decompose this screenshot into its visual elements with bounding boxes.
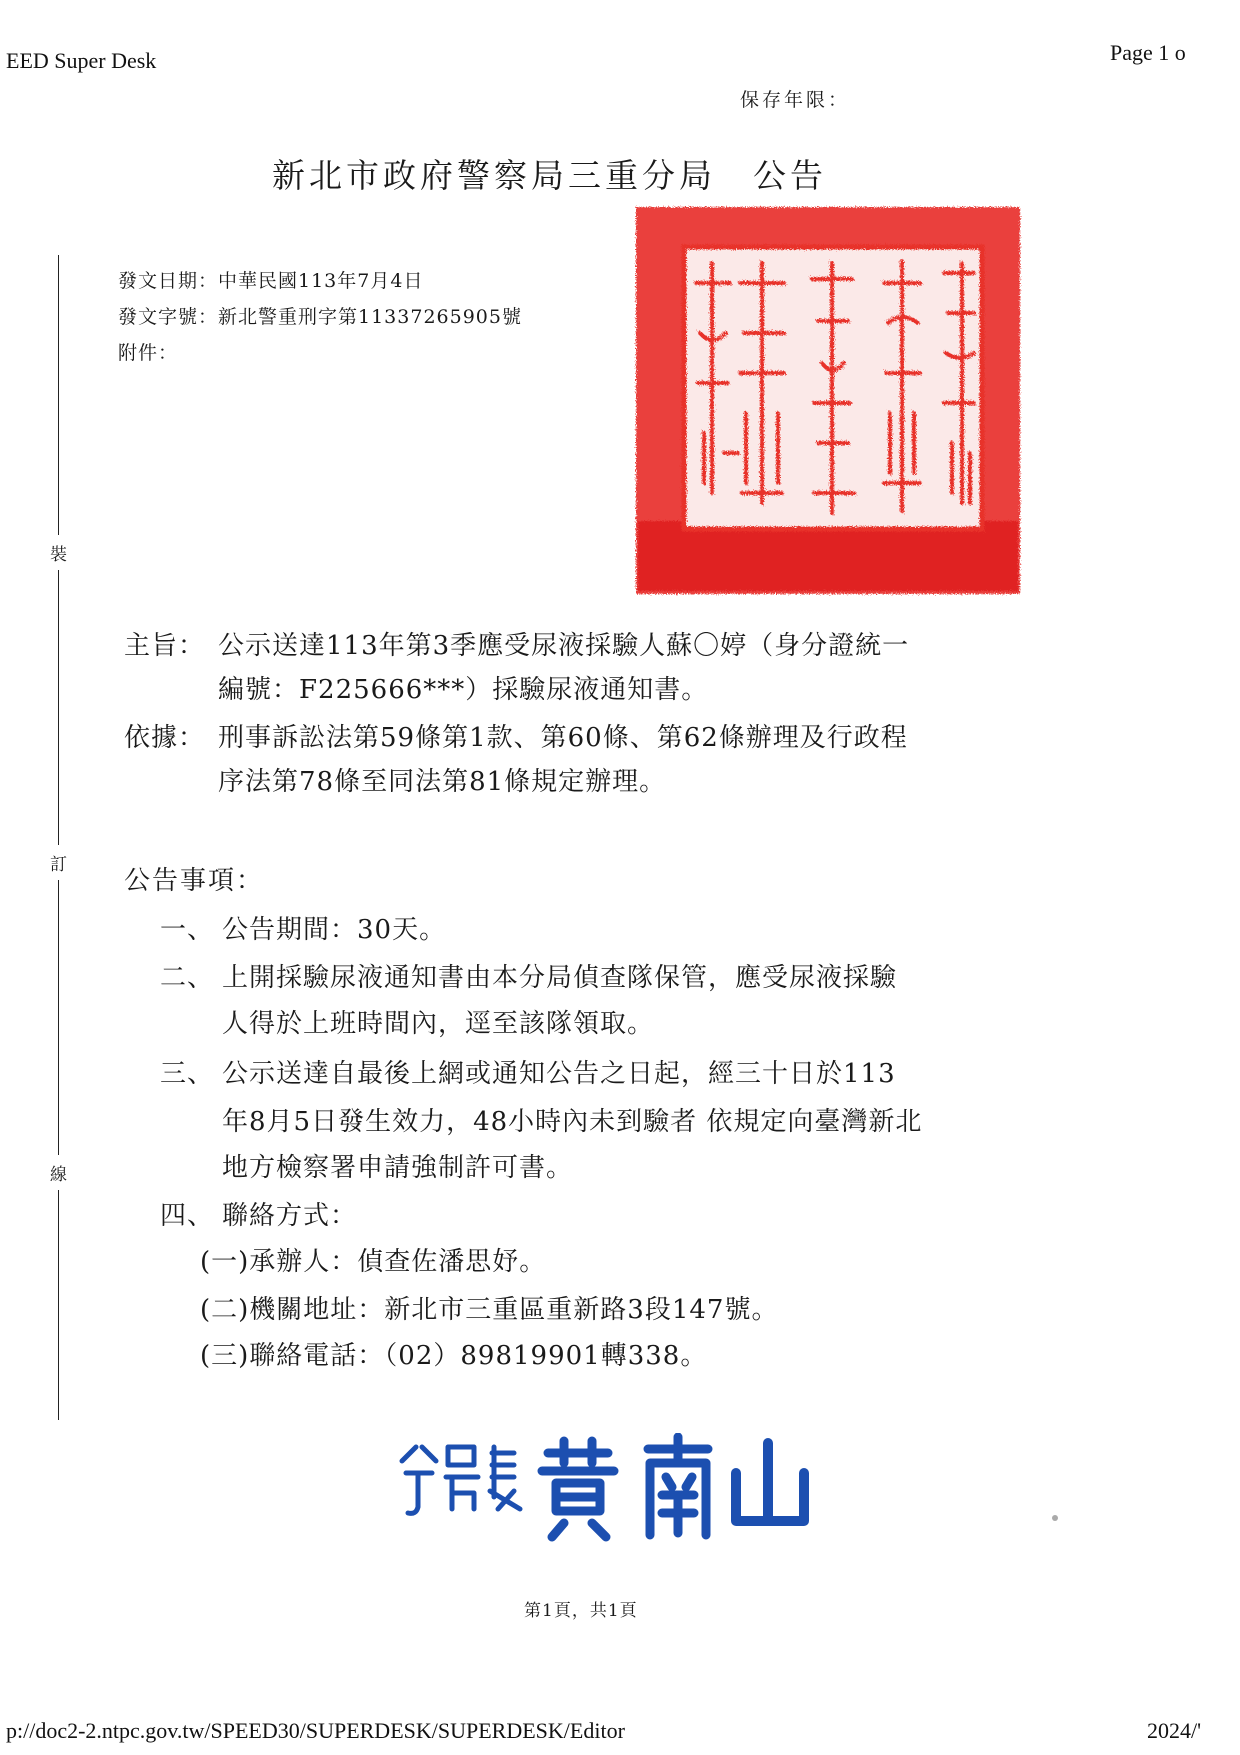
page-title: 新北市政府警察局三重分局 公告 (272, 156, 827, 195)
subject-line-1: 公示送達113年第3季應受尿液採驗人蘇〇婷（身分證統一 (218, 631, 910, 661)
print-footer-url: p://doc2-2.ntpc.gov.tw/SPEED30/SUPERDESK/SUPERDESK/Editor (6, 1718, 625, 1743)
basis-line-1: 刑事訴訟法第59條第1款、第60條、第62條辦理及行政程 (218, 723, 908, 753)
item-3-line-2: 年8月5日發生效力，48小時內未到驗者 依規定向臺灣新北 (222, 1107, 923, 1137)
binding-line-top (58, 255, 59, 535)
official-seal (632, 203, 1024, 598)
attachment-label: 附件： (118, 342, 179, 364)
director-signature-stamp (396, 1433, 816, 1543)
binding-mark-3: 線 (50, 1165, 67, 1185)
item-3-line-1: 公示送達自最後上網或通知公告之日起，經三十日於113 (222, 1059, 896, 1089)
binding-line-lower (58, 880, 59, 1155)
issue-date: 發文日期：中華民國113年7月4日 (118, 270, 424, 292)
basis-label: 依據： (124, 723, 206, 753)
contact-phone: (三)聯絡電話：（02）89819901轉338。 (200, 1341, 708, 1371)
print-header-left: EED Super Desk (6, 48, 157, 73)
notice-heading: 公告事項： (124, 866, 265, 896)
item-3-line-3: 地方檢察署申請強制許可書。 (222, 1153, 574, 1183)
item-3-number: 三、 (160, 1059, 215, 1089)
print-footer-date: 2024/' (1147, 1718, 1202, 1743)
subject-label: 主旨： (124, 631, 206, 661)
contact-address: (二)機關地址：新北市三重區重新路3段147號。 (200, 1295, 779, 1325)
retention-label: 保存年限： (740, 89, 851, 111)
item-4-line-1: 聯絡方式： (222, 1201, 358, 1231)
item-2-line-1: 上開採驗尿液通知書由本分局偵查隊保管，應受尿液採驗 (222, 963, 898, 993)
subject-line-2: 編號：F225666***）採驗尿液通知書。 (218, 675, 709, 705)
contact-handler: (一)承辦人：偵查佐潘思妤。 (200, 1247, 547, 1277)
page-number: 第1頁，共1頁 (524, 1601, 638, 1621)
scan-artifact (1052, 1515, 1058, 1521)
basis-line-2: 序法第78條至同法第81條規定辦理。 (218, 767, 667, 797)
doc-number: 發文字號：新北警重刑字第11337265905號 (118, 306, 522, 328)
item-2-line-2: 人得於上班時間內，逕至該隊領取。 (222, 1009, 655, 1039)
binding-line-middle (58, 570, 59, 845)
item-4-number: 四、 (160, 1201, 215, 1231)
print-header-right: Page 1 o (1110, 40, 1186, 65)
item-1-line-1: 公告期間：30天。 (222, 915, 447, 945)
item-1-number: 一、 (160, 915, 215, 945)
binding-mark-1: 裝 (50, 545, 67, 565)
binding-line-bottom (58, 1190, 59, 1420)
item-2-number: 二、 (160, 963, 215, 993)
binding-mark-2: 訂 (50, 855, 67, 875)
